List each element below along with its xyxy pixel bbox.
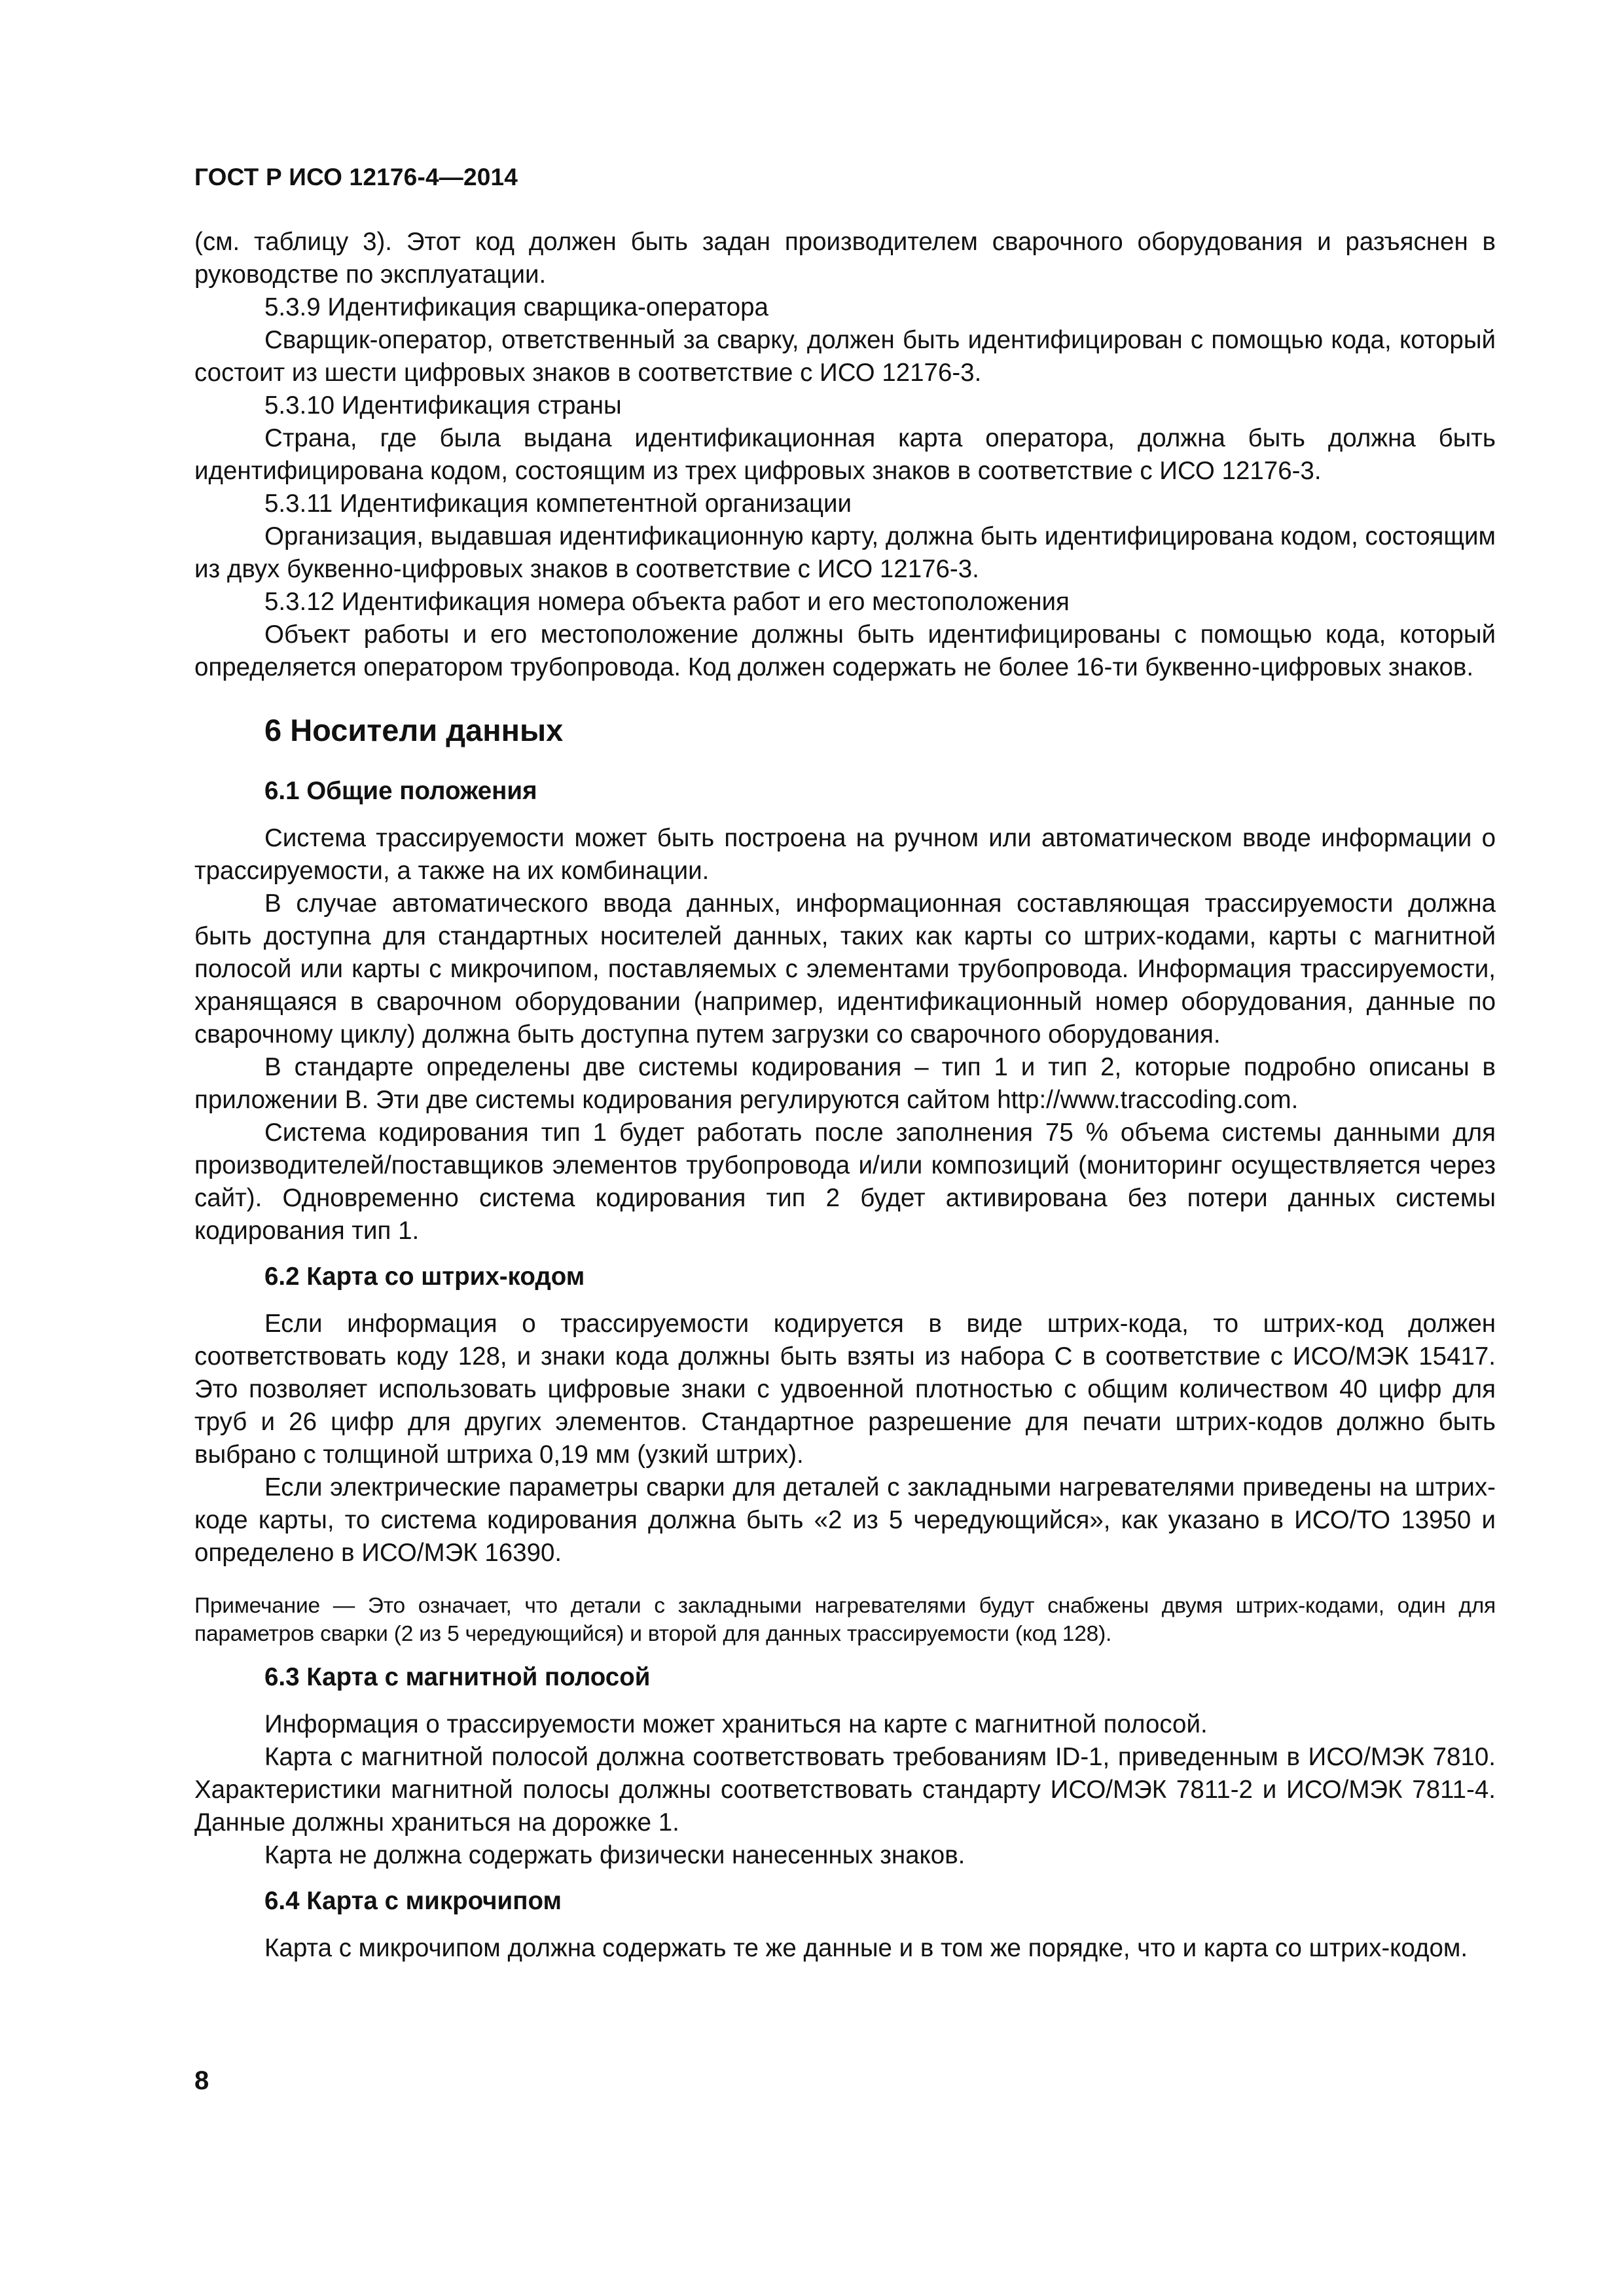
subsection-heading: 6.1 Общие положения: [264, 777, 537, 805]
clause-heading: 5.3.12 Идентификация номера объекта работ и его местоположения: [264, 588, 1070, 616]
section-heading: 6 Носители данных: [264, 713, 564, 747]
body-paragraph: Информация о трассируемости может храниться на карте с магнитной полосой.: [264, 1710, 1208, 1738]
note-paragraph: Примечание — Это означает, что детали с закладными нагревателями будут снабжены двумя штрих-кодами, один для параметров сварки (2 из 5 чередующийся) и второй для данных трассируемости (код 128).: [194, 1594, 1496, 1646]
clause-heading: 5.3.9 Идентификация сварщика-оператора: [264, 293, 768, 321]
body-paragraph: (см. таблицу 3). Этот код должен быть задан производителем сварочного оборудования и разъяснен в руководстве по эксплуатации.: [194, 228, 1496, 289]
body-paragraph: В стандарте определены две системы кодирования – тип 1 и тип 2, которые подробно описаны в приложении В. Эти две системы кодирования регулируются сайтом http://www.traccoding.com.: [194, 1053, 1496, 1114]
body-paragraph: Карта с магнитной полосой должна соответствовать требованиям ID-1, приведенным в ИСО/МЭК 7810. Характеристики магнитной полосы должны соответствовать стандарту ИСО/МЭК 7811-2 и ИСО/МЭК 7811-4. Данные должны храниться на дорожке 1.: [194, 1743, 1496, 1837]
subsection-heading: 6.2 Карта со штрих-кодом: [264, 1263, 585, 1291]
clause-heading: 5.3.10 Идентификация страны: [264, 391, 622, 420]
subsection-heading: 6.3 Карта с магнитной полосой: [264, 1663, 651, 1691]
body-paragraph: Если электрические параметры сварки для деталей с закладными нагревателями приведены на штрих-коде карты, то система кодирования должна быть «2 из 5 чередующийся», как указано в ИСО/ТО 13950 и определено в ИСО/МЭК 16390.: [194, 1473, 1496, 1567]
body-paragraph: Если информация о трассируемости кодируется в виде штрих-кода, то штрих-код должен соответствовать коду 128, и знаки кода должны быть взяты из набора С в соответствие с ИСО/МЭК 15417. Это позволяет использовать цифровые знаки с удвоенной плотностью с общим количеством 40 цифр для труб и 26 цифр для других элементов. Стандартное разрешение для печати штрих-кодов должно быть выбрано с толщиной штриха 0,19 мм (узкий штрих).: [194, 1310, 1496, 1469]
body-paragraph: В случае автоматического ввода данных, информационная составляющая трассируемости должна быть доступна для стандартных носителей данных, таких как карты со штрих-кодами, карты с магнитной полосой или карты с микрочипом, поставляемых с элементами трубопровода. Информация трассируемости, хранящаяся в сварочном оборудовании (например, идентификационный номер оборудования, данные по сварочному циклу) должна быть доступна путем загрузки со сварочного оборудования.: [194, 889, 1496, 1049]
body-paragraph: Карта не должна содержать физически нанесенных знаков.: [264, 1841, 965, 1869]
body-paragraph: Страна, где была выдана идентификационная карта оператора, должна быть должна быть идентифицирована кодом, состоящим из трех цифровых знаков в соответствие с ИСО 12176-3.: [194, 424, 1496, 485]
body-paragraph: Система трассируемости может быть построена на ручном или автоматическом вводе информации о трассируемости, а также на их комбинации.: [194, 824, 1496, 885]
body-paragraph: Объект работы и его местоположение должны быть идентифицированы с помощью кода, который определяется оператором трубопровода. Код должен содержать не более 16-ти буквенно-цифровых знаков.: [194, 620, 1496, 681]
body-paragraph: Сварщик-оператор, ответственный за сварку, должен быть идентифицирован с помощью кода, который состоит из шести цифровых знаков в соответствие с ИСО 12176-3.: [194, 326, 1496, 387]
body-paragraph: Организация, выдавшая идентификационную карту, должна быть идентифицирована кодом, состоящим из двух буквенно-цифровых знаков в соответствие с ИСО 12176-3.: [194, 522, 1496, 583]
document-body: [194, 226, 1496, 1965]
clause-heading: 5.3.11 Идентификация компетентной организации: [264, 490, 852, 518]
subsection-heading: 6.4 Карта с микрочипом: [264, 1887, 562, 1915]
body-paragraph: Система кодирования тип 1 будет работать после заполнения 75 % объема системы данными для производителей/поставщиков элементов трубопровода и/или композиций (мониторинг осуществляется через сайт). Одновременно система кодирования тип 2 будет активирована без потери данных системы кодирования тип 1.: [194, 1119, 1496, 1245]
page-number: 8: [194, 2066, 209, 2095]
body-paragraph: Карта с микрочипом должна содержать те же данные и в том же порядке, что и карта со штрих-кодом.: [264, 1934, 1468, 1962]
document-header: ГОСТ Р ИСО 12176-4—2014: [194, 164, 518, 190]
